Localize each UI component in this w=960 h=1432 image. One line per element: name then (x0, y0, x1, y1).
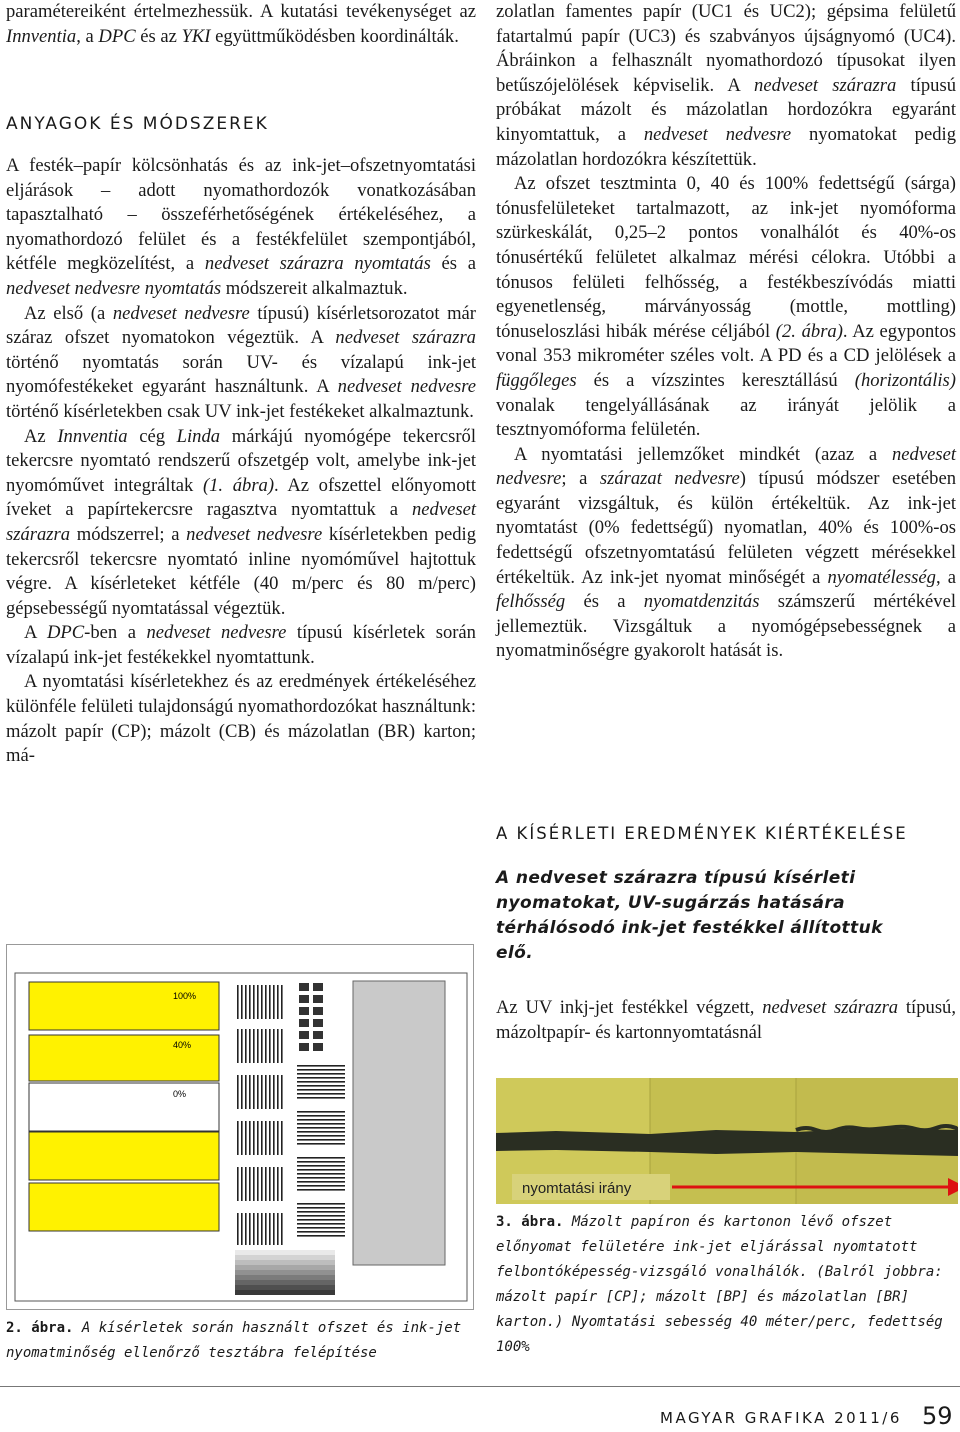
yellow-tone-block-4 (29, 1183, 219, 1231)
grating-line (277, 1029, 279, 1063)
pattern-square (313, 1031, 323, 1039)
grating-line (277, 1167, 279, 1201)
hgrating-line (297, 1093, 345, 1095)
hgrating-line (297, 1123, 345, 1125)
grating-line (257, 1121, 259, 1155)
grating-line (281, 985, 283, 1019)
figure-2-caption-text: A kísérletek során használt ofszet és ink-jet nyomatminőség ellenőrző tesztábra felépítése (6, 1320, 462, 1361)
hgrating-line (297, 1069, 345, 1071)
grating-line (265, 1029, 267, 1063)
grating-line (277, 1213, 279, 1247)
hgrating-line (297, 1207, 345, 1209)
pattern-square (313, 1019, 323, 1027)
gray-step (235, 1270, 335, 1275)
grating-line (257, 1213, 259, 1247)
grating-line (249, 1121, 251, 1155)
figure-3-caption-number: 3. ábra. (496, 1214, 564, 1230)
grating-line (265, 1075, 267, 1109)
grating-line (273, 1029, 275, 1063)
results-subheading: A nedveset szárazra típusú kísérleti nyomatokat, UV-sugárzás hatására térhálósodó ink-jet festékkel állítottuk elő. (496, 868, 883, 963)
grating-line (281, 1167, 283, 1201)
paragraph-right-3: A nyomtatási jellemzőket mindkét (azaz a nedveset nedvesre; a szárazat nedvesre) típusú módszer esetében egyaránt vizsgáltuk, és külön értékeltük. Az ink-jet nyomtatást (0% fedettségű) nyomatlan, 40% és 100%-os fedettségű ofszetnyomtatású felületen végzett mérésekkel értékeltük. Az ink-jet nyomat minőségét a nyomatélesség, a felhősség és a nyomatdenzitás számszerű mértékével jellemeztük. Vizsgáltuk a nyomógépsebességnek a nyomatminőségre gyakorolt hatását is. (496, 443, 956, 662)
section-heading-results: A KÍSÉRLETI EREDMÉNYEK KIÉRTÉKELÉSE (496, 824, 908, 843)
grating-line (273, 1167, 275, 1201)
paragraph-methods-4: A DPC-ben a nedveset nedvesre típusú kísérletek során vízalapú ink-jet festékekkel nyomtattunk. (6, 622, 476, 668)
right-body-top (496, 0, 956, 664)
gray-step (235, 1250, 335, 1255)
hgrating-line (297, 1173, 345, 1175)
label-0: 0% (173, 1089, 187, 1099)
grating-line (257, 1075, 259, 1109)
grating-line (277, 985, 279, 1019)
hgrating-line (297, 1161, 345, 1163)
grating-line (249, 1029, 251, 1063)
paragraph-methods-1: A festék–papír kölcsönhatás és az ink-jet–ofszetnyomtatási eljárások – adott nyomathordozók vonatkozásában tapasztalható – összeférhetőségének értékeléséhez, a nyomathordozó felület és a festékfelület szempontjából, kétféle megközelítést, a nedveset szárazra nyomtatás és a nedveset nedvesre nyomtatás módszereit alkalmaztuk. (6, 155, 476, 299)
gray-step (235, 1265, 335, 1270)
figure-3-caption-text: Mázolt papíron és kartonon lévő ofszet előnyomat felületére ink-jet eljárással nyomtatott felbontóképesség-vizsgáló vonalhálók. (Balról jobbra: mázolt papír [CP]; mázolt [BP] és mázolatlan [BR] karton.) Nyomtatási sebesség 40 méter/perc, fedettség 100% (496, 1214, 943, 1355)
gray-step (235, 1245, 335, 1250)
grating-line (277, 1075, 279, 1109)
grating-line (241, 1167, 243, 1201)
hgrating-line (297, 1127, 345, 1129)
methods-body (6, 154, 476, 769)
hgrating-line (297, 1235, 345, 1237)
gray-step (235, 1260, 335, 1265)
grating-line (261, 1029, 263, 1063)
hgrating-line (297, 1181, 345, 1183)
hgrating-line (297, 1211, 345, 1213)
hgrating-line (297, 1131, 345, 1133)
footer-page-number: 59 (922, 1402, 953, 1430)
paragraph-methods-2: Az első (a nedveset nedvesre típusú) kísérletsorozatot már száraz ofszet nyomatokon végeztük. A nedveset szárazra történő nyomtatás során UV- és vízalapú ink-jet nyomófestékeket egyaránt használtunk. A nedveset nedvesre történő kísérletekben csak UV ink-jet festékeket alkalmaztunk. (6, 302, 476, 422)
hgrating-line (297, 1081, 345, 1083)
grating-line (273, 985, 275, 1019)
grating-line (269, 985, 271, 1019)
section-heading-methods: ANYAGOK ÉS MÓDSZEREK (6, 114, 269, 134)
hgrating-line (297, 1119, 345, 1121)
paragraph-right-1: zolatlan famentes papír (UC1 és UC2); gépsima felületű fatartalmú papír (UC3) és szabványos újságnyomó (UC4). Ábráinkon a felhasznált nyomathordozó típusokat ilyen betűszójelölések képviselik. A nedveset szárazra típusú próbákat mázolt és mázolatlan hordozókra egyaránt kinyomtattuk, a nedveset nedvesre nyomatokat pedig mázolatlan hordozókra készítettük. (496, 1, 957, 170)
figure-2-caption (6, 1316, 476, 1366)
figure-3-graphic (496, 1078, 958, 1204)
grating-line (281, 1029, 283, 1063)
footer-rule (0, 1386, 960, 1387)
hgrating-line (297, 1115, 345, 1117)
grating-line (249, 1213, 251, 1247)
label-100: 100% (173, 991, 197, 1001)
pattern-square (299, 995, 309, 1003)
grating-line (253, 1167, 255, 1201)
grating-line (241, 1121, 243, 1155)
hgrating-line (297, 1135, 345, 1137)
grating-line (249, 985, 251, 1019)
figure-2-test-chart (6, 944, 474, 1310)
grating-line (241, 1075, 243, 1109)
pattern-square (313, 983, 323, 991)
hgrating-line (297, 1203, 345, 1205)
hgrating-line (297, 1223, 345, 1225)
hgrating-line (297, 1065, 345, 1067)
grating-line (269, 1213, 271, 1247)
pattern-square (299, 1031, 309, 1039)
gray-40-tone-block (353, 981, 445, 1265)
grating-line (245, 1167, 247, 1201)
footer-magazine-title: MAGYAR GRAFIKA 2011/6 (660, 1409, 902, 1427)
grating-line (237, 1121, 239, 1155)
grating-line (241, 1213, 243, 1247)
grating-line (237, 1075, 239, 1109)
paragraph-methods-5: A nyomtatási kísérletekhez és az eredmények értékeléséhez különféle felületi tulajdonságú nyomathordozókat használtunk: mázolt papír (CP); mázolt (CB) és mázolatlan (BR) karton; má- (6, 671, 476, 767)
grating-line (261, 985, 263, 1019)
hgrating-line (297, 1185, 345, 1187)
gray-step (235, 1285, 335, 1290)
hgrating-line (297, 1157, 345, 1159)
hgrating-line (297, 1143, 345, 1145)
grating-line (245, 1029, 247, 1063)
hgrating-line (297, 1077, 345, 1079)
grating-line (269, 1121, 271, 1155)
paragraph-intro-continued: paramétereiként értelmezhessük. A kutatási tevékenységet az Innventia, a DPC és az YKI együttműködésben koordinálták. (6, 1, 476, 47)
grating-line (273, 1121, 275, 1155)
grating-line (265, 1213, 267, 1247)
grating-line (245, 985, 247, 1019)
grating-line (281, 1213, 283, 1247)
hgrating-line (297, 1097, 345, 1099)
pattern-square (299, 1007, 309, 1015)
hgrating-line (297, 1177, 345, 1179)
grating-line (253, 1213, 255, 1247)
grating-line (249, 1075, 251, 1109)
grating-line (237, 985, 239, 1019)
grating-line (261, 1213, 263, 1247)
grating-line (237, 1167, 239, 1201)
hgrating-line (297, 1231, 345, 1233)
hgrating-line (297, 1215, 345, 1217)
grating-line (245, 1075, 247, 1109)
grating-line (257, 1167, 259, 1201)
paragraph-right-2: Az ofszet tesztminta 0, 40 és 100% fedettségű (sárga) tónusfelületeket tartalmazott, az ink-jet nyomóforma szürkeskálát, 0,25–2 pontos vonalhálót és 40%-os tónusértékű felületet alkalmaz mérési célokra. Utóbbi a tónusos felületi felhősség, a festékbeszívódás miatti egyenetlenség, márványosság (mottle, mottling) tónuseloszlási hibák mérése céljából (2. ábra). Az egypontos vonal 353 mikrométer széles volt. A PD és a CD jelölések a függőleges és a vízszintes keresztállású (horizontális) vonalak tengelyállásának az irányát jelölik a tesztnyomóforma felületén. (496, 173, 956, 441)
pattern-square (313, 995, 323, 1003)
gray-step (235, 1275, 335, 1280)
yellow-tone-block-1 (29, 982, 219, 1030)
white-tone-block (29, 1083, 219, 1131)
hgrating-line (297, 1169, 345, 1171)
grating-line (269, 1075, 271, 1109)
figure-2-caption-number: 2. ábra. (6, 1320, 74, 1336)
grating-line (253, 985, 255, 1019)
gray-step (235, 1290, 335, 1295)
gray-step (235, 1255, 335, 1260)
pattern-square (299, 1019, 309, 1027)
paragraph-methods-3: Az Innventia cég Linda márkájú nyomógépe tekercsről tekercsre nyomtató rendszerű ofszetgép volt, amelybe ink-jet nyomóművet integráltak (1. ábra). Az ofszettel előnyomott íveket a papírtekercsre ragasztva nyomtattuk a nedveset szárazra módszerrel; a nedveset nedvesre kísérletekben pedig tekercsről tekercsre nyomtató inline nyomóművel hajtottuk végre. A kísérleteket kétféle (40 m/perc és 80 m/perc) gépsebességű nyomtatással végeztük. (6, 425, 477, 619)
hgrating-line (297, 1139, 345, 1141)
grating-line (265, 985, 267, 1019)
grating-line (245, 1213, 247, 1247)
grating-line (277, 1121, 279, 1155)
grating-line (253, 1121, 255, 1155)
hgrating-line (297, 1227, 345, 1229)
grating-line (265, 1121, 267, 1155)
hgrating-line (297, 1111, 345, 1113)
pattern-square (299, 1043, 309, 1051)
hgrating-line (297, 1085, 345, 1087)
label-40: 40% (173, 1040, 192, 1050)
line-patterns (235, 983, 345, 1295)
figure-3-photo (496, 1078, 958, 1204)
grating-line (241, 985, 243, 1019)
figure-2-graphic (7, 945, 473, 1309)
gray-step (235, 1280, 335, 1285)
grating-line (265, 1167, 267, 1201)
hgrating-line (297, 1165, 345, 1167)
grating-line (237, 1029, 239, 1063)
grating-line (237, 1213, 239, 1247)
grating-line (261, 1075, 263, 1109)
pattern-square (299, 983, 309, 991)
direction-label: nyomtatási irány (522, 1180, 632, 1197)
paragraph-right-4: Az UV inkj-jet festékkel végzett, nedveset szárazra típusú, mázoltpapír- és kartonnyomtatásnál (496, 997, 956, 1043)
grating-line (273, 1075, 275, 1109)
pattern-square (313, 1043, 323, 1051)
grating-line (253, 1029, 255, 1063)
yellow-tone-block-3 (29, 1132, 219, 1180)
grating-line (269, 1167, 271, 1201)
grating-line (245, 1121, 247, 1155)
grating-line (257, 985, 259, 1019)
grating-line (261, 1121, 263, 1155)
hgrating-line (297, 1219, 345, 1221)
hgrating-line (297, 1089, 345, 1091)
grating-line (253, 1075, 255, 1109)
grating-line (273, 1213, 275, 1247)
grating-line (249, 1167, 251, 1201)
grating-line (257, 1029, 259, 1063)
figure-3-caption (496, 1210, 956, 1360)
hgrating-line (297, 1189, 345, 1191)
grating-line (269, 1029, 271, 1063)
grating-line (281, 1121, 283, 1155)
grating-line (261, 1167, 263, 1201)
grating-line (241, 1029, 243, 1063)
pattern-square (313, 1007, 323, 1015)
grating-line (281, 1075, 283, 1109)
hgrating-line (297, 1073, 345, 1075)
